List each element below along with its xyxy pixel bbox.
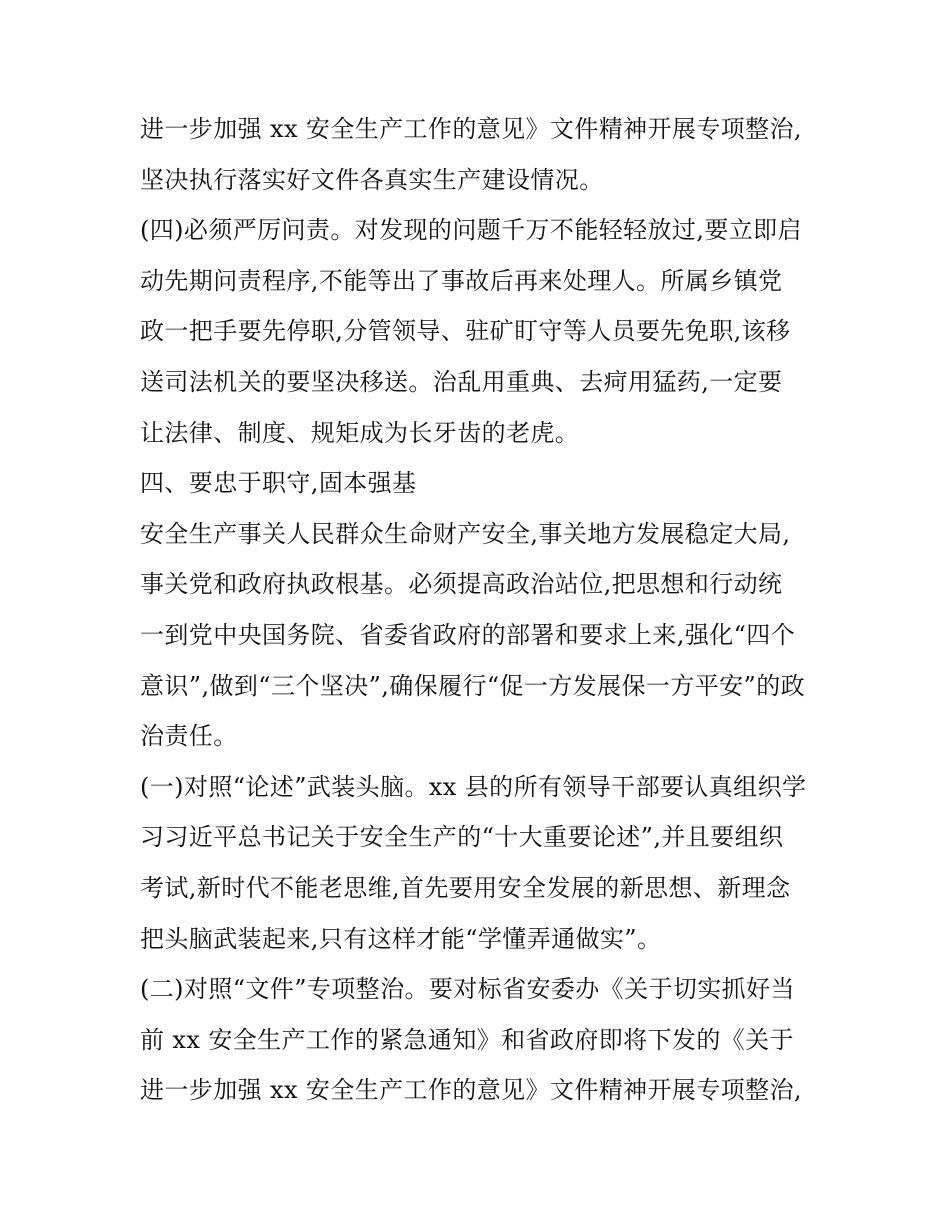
text-line: 前 xx 安全生产工作的紧急通知》和省政府即将下发的《关于 [140,1025,794,1054]
text-line: 治责任。 [140,722,238,751]
text-line: (四)必须严厉问责。对发现的问题千万不能轻轻放过,要立即启 [140,216,802,245]
text-line: 送司法机关的要坚决移送。治乱用重典、去疴用猛药,一定要 [140,367,783,396]
text-line: 事关党和政府执政根基。必须提高政治站位,把思想和行动统 [140,570,783,599]
text-line: (一)对照“论述”武装头脑。xx 县的所有领导干部要认真组织学 [140,772,807,801]
section-heading: 四、要忠于职守,固本强基 [140,469,417,498]
text-line: 把头脑武装起来,只有这样才能“学懂弄通做实”。 [140,924,662,953]
text-line: 安全生产事关人民群众生命财产安全,事关地方发展稳定大局, [140,519,791,548]
text-line: 坚决执行落实好文件各真实生产建设情况。 [140,165,604,194]
document-body [140,104,830,1116]
text-line: 政一把手要先停职,分管领导、驻矿盯守等人员要先免职,该移 [140,317,791,346]
text-line: 考试,新时代不能老思维,首先要用安全发展的新思想、新理念 [140,873,791,902]
text-line: 进一步加强 xx 安全生产工作的意见》文件精神开展专项整治, [140,1076,802,1105]
text-line: 让法律、制度、规矩成为长牙齿的老虎。 [140,418,580,447]
text-line: 进一步加强 xx 安全生产工作的意见》文件精神开展专项整治, [140,115,802,143]
text-line: 习习近平总书记关于安全生产的“十大重要论述”,并且要组织 [140,823,784,852]
text-line: 动先期问责程序,不能等出了事故后再来处理人。所属乡镇党 [140,266,783,295]
text-line: (二)对照“文件”专项整治。要对标省安委办《关于切实抓好当 [140,975,795,1004]
text-line: 意识”,做到“三个坚决”,确保履行“促一方发展保一方平安”的政 [140,671,806,700]
text-line: 一到党中央国务院、省委省政府的部署和要求上来,强化“四个 [140,620,796,649]
